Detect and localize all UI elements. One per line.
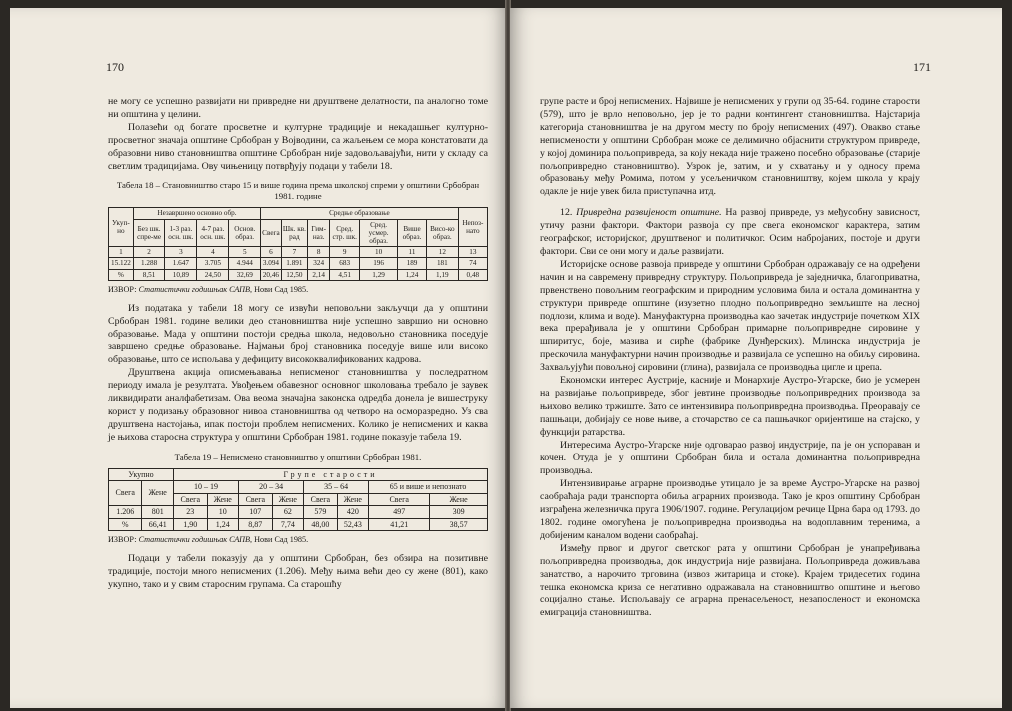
- table-subheader: 1-3 раз. осн. шк.: [165, 219, 197, 247]
- table-cell: 8,87: [239, 518, 272, 531]
- table-cell: 1,24: [398, 269, 427, 280]
- table-header: Свега: [109, 481, 142, 506]
- table-cell: 3.094: [261, 258, 281, 269]
- table-subheader: Свега: [304, 493, 337, 506]
- table-cell: 66,41: [142, 518, 174, 531]
- table-cell: 10,89: [165, 269, 197, 280]
- source-rest: , Нови Сад 1985.: [250, 535, 309, 545]
- table-cell: 52,43: [337, 518, 369, 531]
- table-cell: 1.891: [281, 258, 307, 269]
- table-header: 65 и више и непознато: [369, 481, 488, 494]
- table-cell: 801: [142, 506, 174, 519]
- table-18-source: [108, 284, 488, 297]
- table-cell: 9: [330, 247, 360, 258]
- table-cell: 23: [174, 506, 207, 519]
- paragraph: не могу се успешно развијати ни привредне ни друштвене делатности, па аналогно томе ни општина у целини.: [108, 96, 488, 120]
- table-cell: 1,90: [174, 518, 207, 531]
- table-subheader: Више образ.: [398, 219, 427, 247]
- table-cell: 324: [308, 258, 330, 269]
- table-row: [109, 247, 488, 258]
- paragraph: Друштвена акција описмењавања неписменог становништва у последратном периоду имала је резултата. Увођењем обавезног основног школовања требало је заувек ликвидирати аналфабетизам. Ова веома значајна законска одредба донела је вишеструку корист у подизању образовног нивоа становништва од четворо на осморазредно. Уз сва друштвена настојања, ипак постоји проблем неписмених. Колико је неписмених и каква је њихова старосна структура у општини Србобран 1981. године показује табела 19.: [108, 367, 488, 443]
- table-subheader: 4-7 раз. осн. шк.: [197, 219, 229, 247]
- table-cell: 2: [133, 247, 165, 258]
- section-paragraph: [540, 207, 920, 259]
- table-header: Непоз-нато: [458, 208, 487, 247]
- table-subheader: Гим-наз.: [308, 219, 330, 247]
- table-cell: 1: [109, 247, 134, 258]
- table-cell: 8: [308, 247, 330, 258]
- table-cell: 24,50: [197, 269, 229, 280]
- source-title: Статистички годишњак САПВ: [138, 284, 251, 294]
- table-header: Незавршено основно обр.: [133, 208, 260, 219]
- table-cell: 181: [426, 258, 458, 269]
- table-header: Укупно: [109, 468, 174, 481]
- table-header: Укуп-но: [109, 208, 134, 247]
- table-cell: 2,14: [308, 269, 330, 280]
- table-cell: 0,48: [458, 269, 487, 280]
- table-cell: 1,19: [426, 269, 458, 280]
- table-cell: 12: [426, 247, 458, 258]
- table-cell: 48,00: [304, 518, 337, 531]
- source-label: ИЗВОР:: [108, 284, 137, 294]
- table-subheader: Без шк. спре-ме: [133, 219, 165, 247]
- table-cell: 683: [330, 258, 360, 269]
- table-19: [108, 468, 488, 532]
- table-cell: 1.647: [165, 258, 197, 269]
- table-row: [109, 518, 488, 531]
- table-cell: 497: [369, 506, 430, 519]
- table-cell: 15.122: [109, 258, 134, 269]
- table-cell: 579: [304, 506, 337, 519]
- table-cell: 4: [197, 247, 229, 258]
- page-number-right: 171: [913, 60, 931, 74]
- table-18-caption: Табела 18 – Становништво старо 15 и више година према школској спреми у општини Србобран 1981. године: [116, 180, 480, 202]
- table-subheader: Свега: [369, 493, 430, 506]
- table-header: Жене: [142, 481, 174, 506]
- table-cell: 3: [165, 247, 197, 258]
- table-header: Групе старости: [174, 468, 488, 481]
- page-number-left: 170: [106, 60, 124, 74]
- table-subheader: Сред. стр. шк.: [330, 219, 360, 247]
- table-subheader: Свега: [261, 219, 281, 247]
- table-cell: 10: [360, 247, 398, 258]
- table-cell: 7,74: [272, 518, 304, 531]
- table-19-source: [108, 534, 488, 547]
- table-subheader: Жене: [337, 493, 369, 506]
- table-cell: 13: [458, 247, 487, 258]
- table-18: [108, 207, 488, 280]
- table-cell: 11: [398, 247, 427, 258]
- table-cell: 10: [207, 506, 239, 519]
- table-header: 20 – 34: [239, 481, 304, 494]
- table-cell: 20,46: [261, 269, 281, 280]
- table-subheader: Свега: [174, 493, 207, 506]
- paragraph: Историјске основе развоја привреде у општини Србобран одражавају се на одређени начин и на савремену привредну структуру. Пољопривреда је заједничка, благоприватна, првенствено повољним географским и природним условима била и остала доминантна у структури привреде општине (изузетно плодно пољопривредно земљиште на лесној подлози, клима и воде). Мануфактурна производња као зачетак индустрије почетком XIX века прерађивала је у општини Србобран примарне пољопривредне сировине у шпиритус, боје, мазива и сирће (фабрике Дунђерских). Млинска индустрија је прескочила мануфактурни начин производње и развијала се успешно на обиљу сировина. Захваљујући повољној сировини (глина), развијала се производња цигле и црепа.: [540, 258, 920, 374]
- table-19-caption: Табела 19 – Неписмено становништво у општини Србобран 1981.: [174, 451, 422, 462]
- table-cell: %: [109, 269, 134, 280]
- left-text-column: [108, 96, 488, 592]
- left-page: [10, 8, 507, 708]
- table-subheader: Висо-ко образ.: [426, 219, 458, 247]
- table-cell: 1,24: [207, 518, 239, 531]
- table-cell: 1.288: [133, 258, 165, 269]
- paragraph: Између првог и другог светског рата у општини Србобран је унапређивања пољопривредна производња, док индустрија није развијана. Пољопривреда доживљава занатство, а нарочито трговина (извоз житарица и стоке). Крајем тридесетих година тешка економска криза се негативно одражавала на становништво општине и његово социјално стање. Испољавају се аграрна пренасељеност, незапосленост и економска емиграција становништва.: [540, 542, 920, 619]
- table-cell: 5: [229, 247, 261, 258]
- table-subheader: Жене: [430, 493, 488, 506]
- table-cell: 32,69: [229, 269, 261, 280]
- table-cell: 196: [360, 258, 398, 269]
- table-cell: 309: [430, 506, 488, 519]
- paragraph: Економски интерес Аустрије, касније и Монархије Аустро-Угарске, био је усмерен на развијање пољопривреде, због јевтине производње пољопривредних производа за њихово велико тржиште. Зато се интензивира пољопривредна производња. Преоравају се пашњаци, добијају се нове њиве, а сточарство се са пашњачког оријентише на стајско, у функцији ратарства.: [540, 375, 920, 438]
- table-cell: 1,29: [360, 269, 398, 280]
- paragraph: Интересима Аустро-Угарске није одговарао развој индустрије, па је он успораван и кочен. Отуда је у општини Србобран била и остала доминантна пољопривредна производња.: [540, 439, 920, 477]
- table-cell: 74: [458, 258, 487, 269]
- table-subheader: Сред. усмер. образ.: [360, 219, 398, 247]
- table-cell: 4,51: [330, 269, 360, 280]
- table-cell: 38,57: [430, 518, 488, 531]
- right-page: [510, 8, 1002, 708]
- section-title: Привредна развијеност општине.: [576, 207, 722, 219]
- table-subheader: Шк. кв. рад: [281, 219, 307, 247]
- table-header: 10 – 19: [174, 481, 239, 494]
- table-cell: 3.705: [197, 258, 229, 269]
- table-row: [109, 258, 488, 269]
- table-header: 35 – 64: [304, 481, 369, 494]
- table-cell: 1.206: [109, 506, 142, 519]
- table-cell: 4.944: [229, 258, 261, 269]
- table-subheader: Жене: [207, 493, 239, 506]
- paragraph: Подаци у табели показују да у општини Србобран, без обзира на позитивне традиције, постоји много неписмених (1.206). Међу њима већи део су жене (801), како укупно, тако и у свим старосним групама. Са старошћу: [108, 553, 488, 590]
- table-row: [109, 506, 488, 519]
- table-cell: 12,50: [281, 269, 307, 280]
- paragraph: групе расте и број неписмених. Највише је неписмених у групи од 35-64. године старости (579), што је врло неповољно, јер је то радни контингент становништва. Најстарија категорија становништва је на другом месту по броју неписмених (497). Овакво стање неписмености у општини Србобран може се делимично објаснити структуром привреде, у којој доминира пољопривреда, за коју некада није тражено посебно образовање (старије пољопривредно становништво). Узрок је, затим, и у схватању и у односу према образовању међу Ромима, потом у усељеничком становништву, којем школа у крају одакле је није увек била приступачна итд.: [540, 96, 920, 198]
- table-cell: 107: [239, 506, 272, 519]
- paragraph: Интензивирање аграрне производње утицало је за време Аустро-Угарске на развој саобраћаја ради транспорта обиља аграрних производа. Тако је кроз општину Србобран изграђена железничка пруга 1906/1907. године. Регулацијом речице Црна бара од 1793. до 1802. године омогућена је пољопривредна производња на водоплавним теренима, а добијеним каналом водени саобраћај.: [540, 478, 920, 541]
- table-subheader: Основ. образ.: [229, 219, 261, 247]
- paragraph: Из података у табели 18 могу се извући неповољни закључци да у општини Србобран 1981. године велики део становништва није успешно завршио ни основно образовање. Мада у општини постоји средња школа, недовољно становника поседује завршено средње образовање. Најмањи број становника поседује више или високо образовање, што се испољава у дефициту висококвалификованих кадрова.: [108, 302, 488, 366]
- table-cell: 7: [281, 247, 307, 258]
- table-header: Средње образовање: [261, 208, 459, 219]
- section-body: На развој привреде, уз међусобну зависност, утичу разни фактори. Фактори развоја су пре свега економског карактера, затим географског, историјског, друштвеног и политичког. Осим набројаних, постоје и други фактори. Сви се они могу и даље развијати.: [540, 207, 921, 257]
- right-text-column: [540, 96, 920, 620]
- source-rest: , Нови Сад 1985.: [250, 284, 309, 294]
- source-label: ИЗВОР:: [108, 535, 137, 545]
- table-cell: 189: [398, 258, 427, 269]
- table-subheader: Жене: [272, 493, 304, 506]
- table-cell: 6: [261, 247, 281, 258]
- paragraph: Полазећи од богате просветне и културне традиције и некадашњег културно-просветног значаја општине Србобран у Војводини, са жаљењем се мора констатовати да образовни ниво становништва општине Србобран није задовољавајући, нити у складу са светлим традицијама. Ову чињеницу потврђују подаци у табели 18.: [108, 121, 488, 172]
- table-cell: 62: [272, 506, 304, 519]
- section-number: 12.: [560, 207, 573, 219]
- table-cell: %: [109, 518, 142, 531]
- source-title: Статистички годишњак САПВ: [138, 535, 251, 545]
- table-cell: 8,51: [133, 269, 165, 280]
- table-cell: 41,21: [369, 518, 430, 531]
- table-row: [109, 269, 488, 280]
- table-subheader: Свега: [239, 493, 272, 506]
- table-cell: 420: [337, 506, 369, 519]
